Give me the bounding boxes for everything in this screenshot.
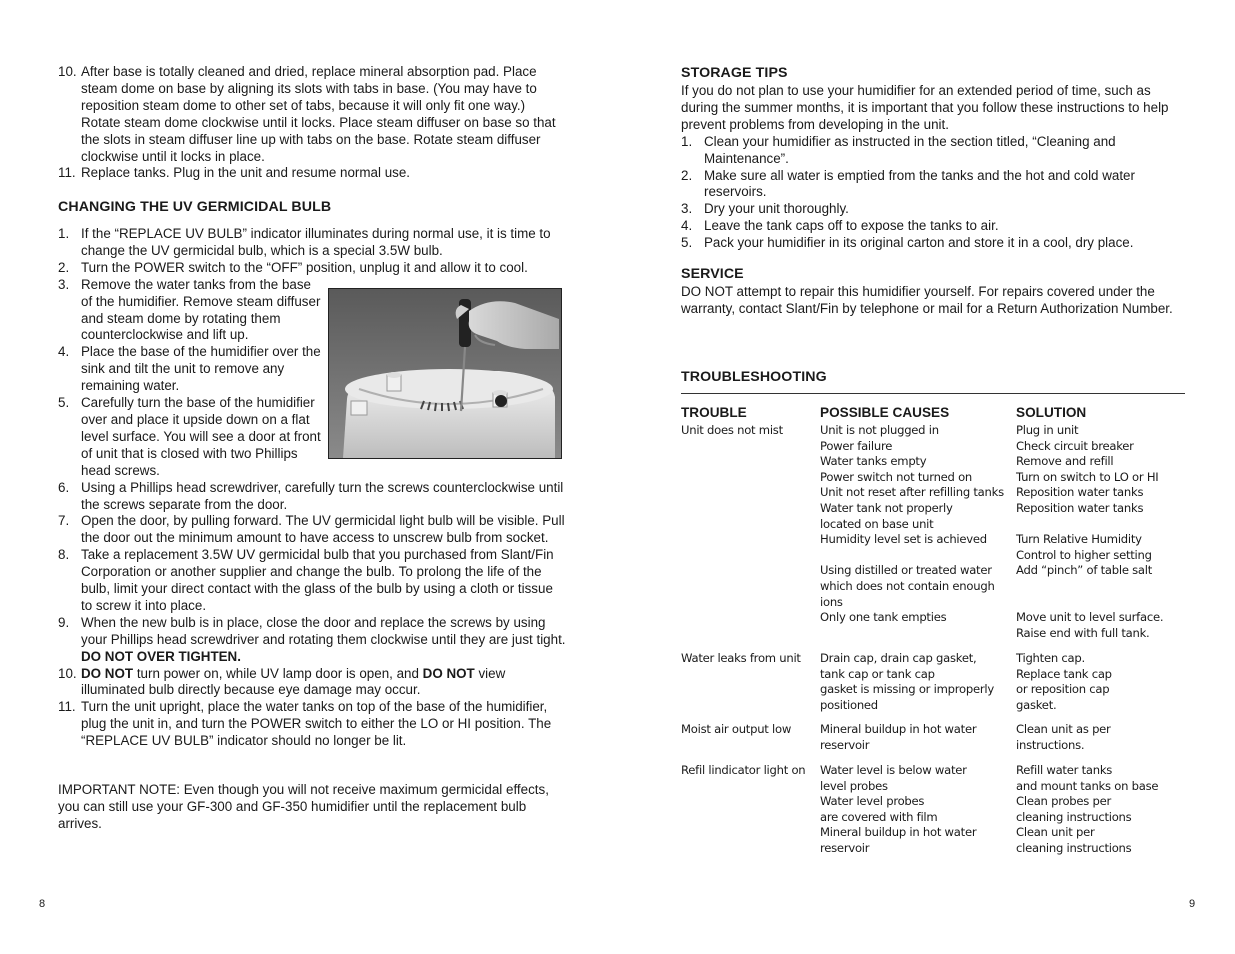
step-text: Turn the POWER switch to the “OFF” position, unplug it and allow it to cool. [81,259,528,275]
step-text: Replace tanks. Plug in the unit and resume normal use. [81,165,410,181]
list-item [58,547,566,615]
cell-line: Water tanks empty [820,454,927,469]
cell-line: Using distilled or treated water [820,563,992,578]
trouble-cell [681,763,805,779]
cell-line: Clean unit per [1016,825,1095,840]
cell-line: Mineral buildup in hot water [820,722,977,736]
step-number: 10. [58,64,77,79]
storage-tips-heading: STORAGE TIPS [681,65,788,81]
step-number: 8. [58,547,70,563]
solution-cell [1016,651,1112,713]
causes-column-header: POSSIBLE CAUSES [820,405,950,420]
cell-line: cleaning instructions [1016,840,1132,855]
step-text: Carefully turn the base of the humidifier over and place it upside down on a flat level surface. You will see a door at front of unit that is closed with two Phillips head screws. [81,395,321,478]
step-text: After base is totally cleaned and dried, replace mineral absorption pad. Place steam dome on base by aligning its slots with tabs in base. (You may have to reposition steam dome to other set of tabs, because it will only fit one way.) Rotate steam dome clockwise until it locks. Place steam diffuser on base so that the slots in steam diffuser line up with tabs on the base. Rotate steam diffuser clockwise until it locks in place. [81,64,556,164]
divider [681,393,1185,394]
service-text: DO NOT attempt to repair this humidifier yourself. For repairs covered under the warranty, contact Slant/Fin by telephone or mail for a Return Authorization Number. [681,284,1173,316]
cell-line [1016,595,1163,611]
cell-line: Clean unit as per [1016,722,1111,736]
cell-line: Moist air output low [681,722,792,736]
cell-line: Reposition water tanks [1016,485,1144,500]
step-text: Clean your humidifier as instructed in the section titled, “Cleaning and Maintenance”. [704,133,1116,166]
solution-cell [1016,763,1158,857]
cell-line: Power switch not turned on [820,469,973,484]
step-text: Pack your humidifier in its original carton and store it in a cool, dry place. [704,235,1134,251]
warning-emphasis: DO NOT OVER TIGHTEN. [81,648,241,664]
trouble-column-header: TROUBLE [681,405,747,420]
list-item [681,201,1185,218]
cell-line: gasket is missing or improperly [820,682,994,697]
step-text: Remove the water tanks from the base of the humidifier. Remove steam diffuser and steam dome by rotating them counterclockwise and lift up. [81,276,321,343]
step-number: 2. [58,259,70,275]
cell-line [1016,579,1163,595]
cell-line: located on base unit [820,516,934,531]
list-item [681,235,1185,252]
humidifier-photo [328,288,562,459]
list-item [58,344,321,395]
list-item [58,277,321,345]
step-text: Dry your unit thoroughly. [704,201,849,217]
cell-line: or reposition cap [1016,682,1110,697]
list-item [58,64,566,165]
step-number: 7. [58,513,70,529]
step-text: Take a replacement 3.5W UV germicidal bulb that you purchased from Slant/Fin Corporation or another supplier and change the bulb. To prolong the life of the bulb, limit your direct contact with the glass of the bulb by using a cloth or tissue to screw it into place. [81,547,554,613]
cell-line: Add “pinch” of table salt [1016,563,1153,578]
cell-line: Replace tank cap [1016,666,1112,681]
cell-line: Check circuit breaker [1016,438,1134,453]
step-number: 4. [681,218,693,234]
troubleshooting-table [681,405,1185,865]
storage-intro: If you do not plan to use your humidifier for an extended period of time, such as during the summer months, it is important that you follow these instructions to help prevent problems from developing in the unit. [681,83,1169,132]
cell-line: Only one tank empties [820,610,947,625]
warning-emphasis: DO NOT [422,665,475,681]
cleaning-steps-continued [58,64,566,182]
list-item [58,615,566,666]
trouble-cell [681,423,783,439]
list-item [58,226,566,260]
cell-line: Mineral buildup in hot water [820,825,977,840]
step-number: 9. [58,614,70,630]
cell-line: Remove and refill [1016,454,1114,469]
solution-cell [1016,423,1163,641]
step-number: 11. [58,699,76,715]
warning-emphasis: DO NOT [81,665,134,681]
cause-cell [820,722,976,753]
cell-line: level probes [820,778,888,793]
cell-line: Refil lindicator light on [681,763,806,777]
cell-line: Reposition water tanks [1016,500,1144,515]
step-text: Open the door, by pulling forward. The UV germicidal light bulb will be visible. Pull the door out the minimum amount to have access to unscrew bulb from socket. [81,513,565,546]
step-text: When the new bulb is in place, close the door and replace the screws by using your Phillips head screwdriver and rotating them clockwise until they are just tight. [81,614,566,647]
important-note: IMPORTANT NOTE: Even though you will not receive maximum germicidal effects, you can still use your GF-300 and GF-350 humidifier until the replacement bulb arrives. [58,782,549,831]
cell-line: Water level is below water [820,763,967,777]
list-item [681,218,1185,235]
step-text: Leave the tank caps off to expose the tanks to air. [704,218,999,234]
cell-line: Plug in unit [1016,423,1079,437]
page-number: 8 [39,898,46,910]
list-item [681,168,1185,202]
cell-line: Drain cap, drain cap gasket, [820,651,977,665]
cause-cell [820,651,994,713]
list-item [58,395,321,480]
cell-line: Water tank not properly [820,500,953,515]
step-text: Make sure all water is emptied from the tanks and the hot and cold water reservoirs. [704,167,1135,200]
cell-line [820,626,1004,642]
step-text: Turn the unit upright, place the water tanks on top of the base of the humidifier, plug the unit in, and turn the POWER switch to either the LO or HI position. The “REPLACE UV BULB” indicator should no longer be lit. [81,699,552,749]
trouble-cell [681,722,791,738]
cell-line: Tighten cap. [1016,651,1085,665]
step-text: Using a Phillips head screwdriver, carefully turn the screws counterclockwise until the screws separate from the door. [81,479,564,512]
cell-line: Control to higher setting [1016,547,1152,562]
step-number: 1. [58,226,70,241]
step-text: If the “REPLACE UV BULB” indicator illuminates during normal use, it is time to change the UV germicidal bulb, which is a special 3.5W bulb. [81,226,551,258]
list-item [58,699,566,750]
cell-line: and mount tanks on base [1016,778,1159,793]
step-number: 1. [681,133,693,149]
list-item [58,666,566,700]
storage-steps [681,134,1185,252]
cell-line: Power failure [820,438,893,453]
cell-line: Unit not reset after refilling tanks [820,485,1004,500]
cell-line: Humidity level set is achieved [820,532,987,547]
cell-line: reservoir [820,737,870,752]
cell-line [820,548,1004,564]
step-text: view illuminated bulb directly because eye damage may occur. [81,665,506,698]
solution-cell [1016,722,1111,753]
list-item [58,513,566,547]
troubleshooting-heading: TROUBLESHOOTING [681,369,827,385]
cell-line: Turn on switch to LO or HI [1016,469,1159,484]
step-number: 3. [681,201,693,217]
solution-column-header: SOLUTION [1016,405,1087,420]
step-number: 11. [58,165,76,181]
step-number: 5. [58,395,70,411]
screwdriver-humidifier-illustration [329,289,561,458]
cell-line: Move unit to level surface. [1016,610,1164,625]
step-number: 6. [58,479,70,495]
cell-line: Water leaks from unit [681,651,801,665]
cell-line: gasket. [1016,697,1057,712]
list-item [58,260,566,277]
cell-line: reservoir [820,840,870,855]
cell-line: cleaning instructions [1016,809,1132,824]
cell-line: are covered with film [820,809,938,824]
cell-line: Unit does not mist [681,423,783,437]
cell-line: tank cap or tank cap [820,666,935,681]
cell-line: Water level probes [820,794,925,809]
cell-line: Refill water tanks [1016,763,1113,777]
page-number: 9 [1189,898,1196,910]
list-item [681,134,1185,168]
cell-line: Clean probes per [1016,794,1112,809]
cell-line: ions [820,594,843,609]
cell-line [1016,517,1163,533]
list-item [58,165,566,182]
step-number: 10. [58,665,77,681]
uv-bulb-heading: CHANGING THE UV GERMICIDAL BULB [58,199,332,215]
cause-cell [820,763,976,857]
cell-line: Raise end with full tank. [1016,625,1150,640]
cell-line: Unit is not plugged in [820,423,939,437]
step-text: Place the base of the humidifier over the sink and tilt the unit to remove any remaining water. [81,344,321,394]
step-number: 3. [58,276,70,292]
list-item [58,480,566,514]
cell-line: which does not contain enough [820,578,995,593]
cell-line: Turn Relative Humidity [1016,532,1142,547]
cell-line: instructions. [1016,737,1085,752]
cell-line: positioned [820,697,878,712]
service-heading: SERVICE [681,266,744,282]
step-number: 2. [681,167,693,183]
cause-cell [820,423,1004,641]
step-text: turn power on, while UV lamp door is open, and [136,665,419,681]
step-number: 4. [58,344,70,360]
step-number: 5. [681,235,693,251]
trouble-cell [681,651,801,667]
